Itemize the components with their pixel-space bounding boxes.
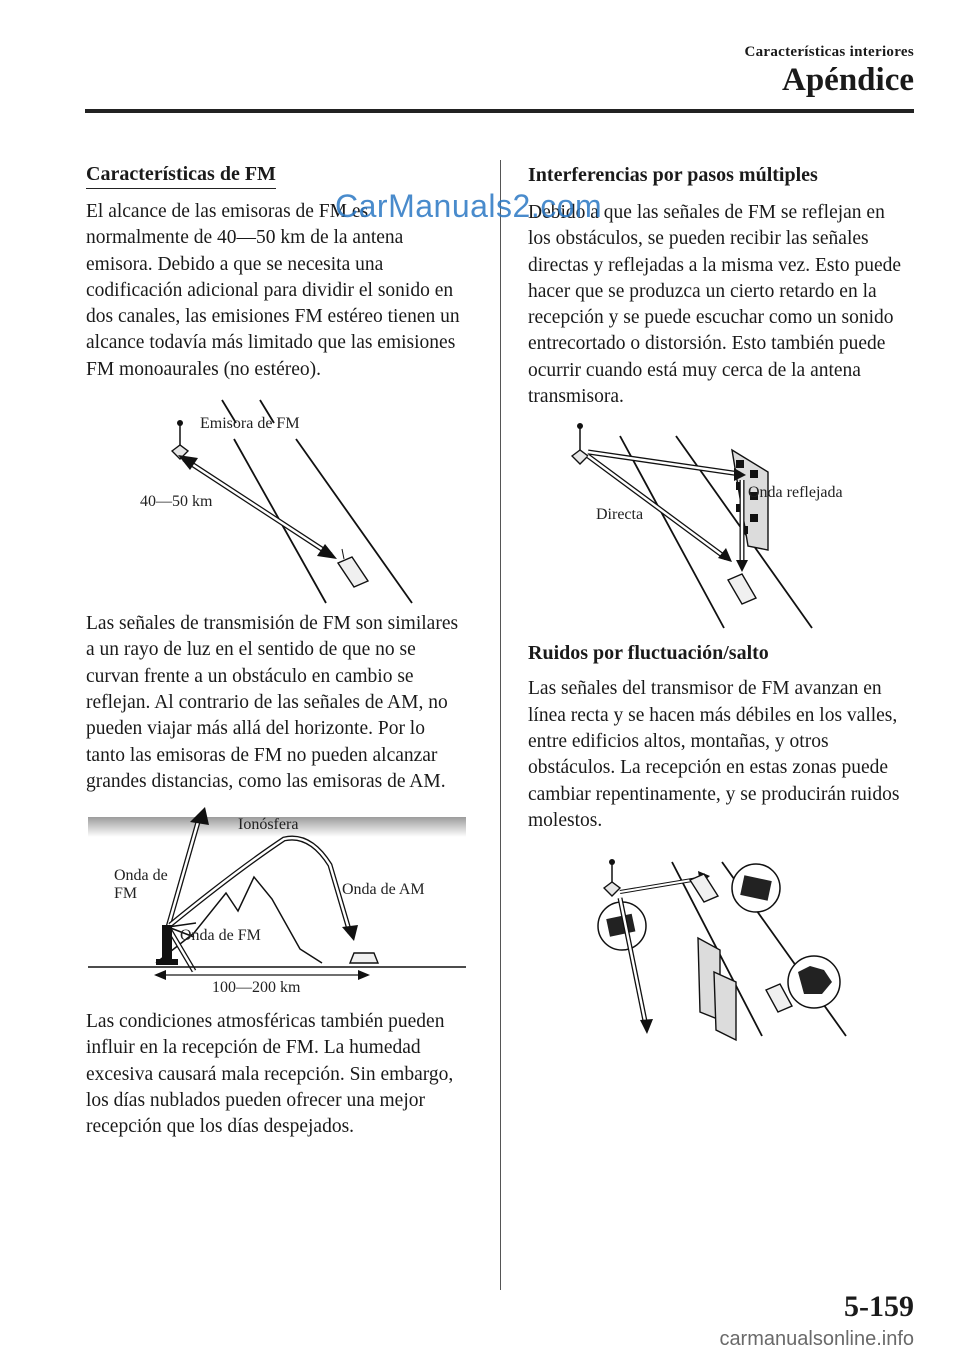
reflected-wave-label: Onda reflejada	[748, 484, 843, 502]
atmospheric-paragraph: Las condiciones atmosféricas también pueden influir en la recepción de FM. La humedad excesiva causará mala recepción. Sin embargo, los días nublados pueden ofrecer una mejor recepción que los días despejados.	[86, 1011, 454, 1138]
ionosphere-figure	[86, 813, 468, 997]
fm-station-label: Emisora de FM	[200, 415, 300, 433]
footer-site-text: carmanualsonline.info	[719, 1328, 914, 1350]
multipath-illustration	[528, 420, 910, 628]
fm-ground-wave-label: Onda de FM	[180, 927, 261, 945]
right-column	[528, 160, 910, 1042]
fm-range-distance-label: 40―50 km	[140, 493, 213, 511]
column-divider	[500, 160, 501, 1290]
fm-signal-paragraph: Las señales de transmisión de FM son similares a un rayo de luz en el sentido de que no se curvan frente a un obstáculo en cambio se reflejan. Al contrario de las señales de AM, no pueden viajar más allá del horizonte. Por lo tanto las emisoras de FM no pueden alcanzar grandes distancias, como las emisoras de AM.	[86, 613, 459, 792]
page-number: 5-159	[844, 1290, 914, 1323]
left-column	[86, 160, 468, 1141]
fm-range-figure	[86, 395, 468, 603]
am-wave-label: Onda de AM	[342, 881, 425, 899]
fluctuation-paragraph: Las señales del transmisor de FM avanzan en línea recta y se hacen más débiles en los valles, entre edificios altos, montañas, y otros obstáculos. La recepción en estas zonas puede cambiar repentinamente, y se producirán ruidos molestos.	[528, 678, 900, 831]
header-section-label: Características interiores	[744, 44, 914, 60]
am-range-distance-label: 100―200 km	[212, 979, 301, 997]
multipath-heading: Interferencias por pasos múltiples	[528, 164, 818, 186]
ionosphere-label: Ionósfera	[238, 816, 299, 834]
header-rule	[85, 109, 914, 113]
page-title: Apéndice	[782, 62, 914, 98]
fluctuation-illustration	[528, 856, 910, 1042]
fluctuation-figure	[528, 856, 910, 1042]
fm-range-paragraph: El alcance de las emisoras de FM es normalmente de 40―50 km de la antena emisora. Debido a que se necesita una codificación adicional para dividir el sonido en dos canales, las emisiones FM estéreo tienen un alcance todavía más limitado que las emisiones FM monoaurales (no estéreo).	[86, 201, 460, 380]
fm-wave-label-line1: Onda de	[114, 867, 168, 885]
fm-wave-label-line2: FM	[114, 885, 138, 903]
multipath-figure	[528, 420, 910, 628]
fm-characteristics-heading: Características de FM	[86, 160, 276, 189]
direct-wave-label: Directa	[596, 506, 644, 524]
watermark-text: CarManuals2.com	[335, 188, 603, 224]
fluctuation-noise-heading: Ruidos por fluctuación/salto	[528, 642, 769, 665]
multipath-paragraph: Debido a que las señales de FM se reflejan en los obstáculos, se pueden recibir las señales directas y reflejadas a la misma vez. Esto puede hacer que se produzca un cierto retardo en la recepción y se puede escuchar como un sonido entrecortado o distorsión. Esto también puede ocurrir cuando está muy cerca de la antena transmisora.	[528, 202, 902, 408]
